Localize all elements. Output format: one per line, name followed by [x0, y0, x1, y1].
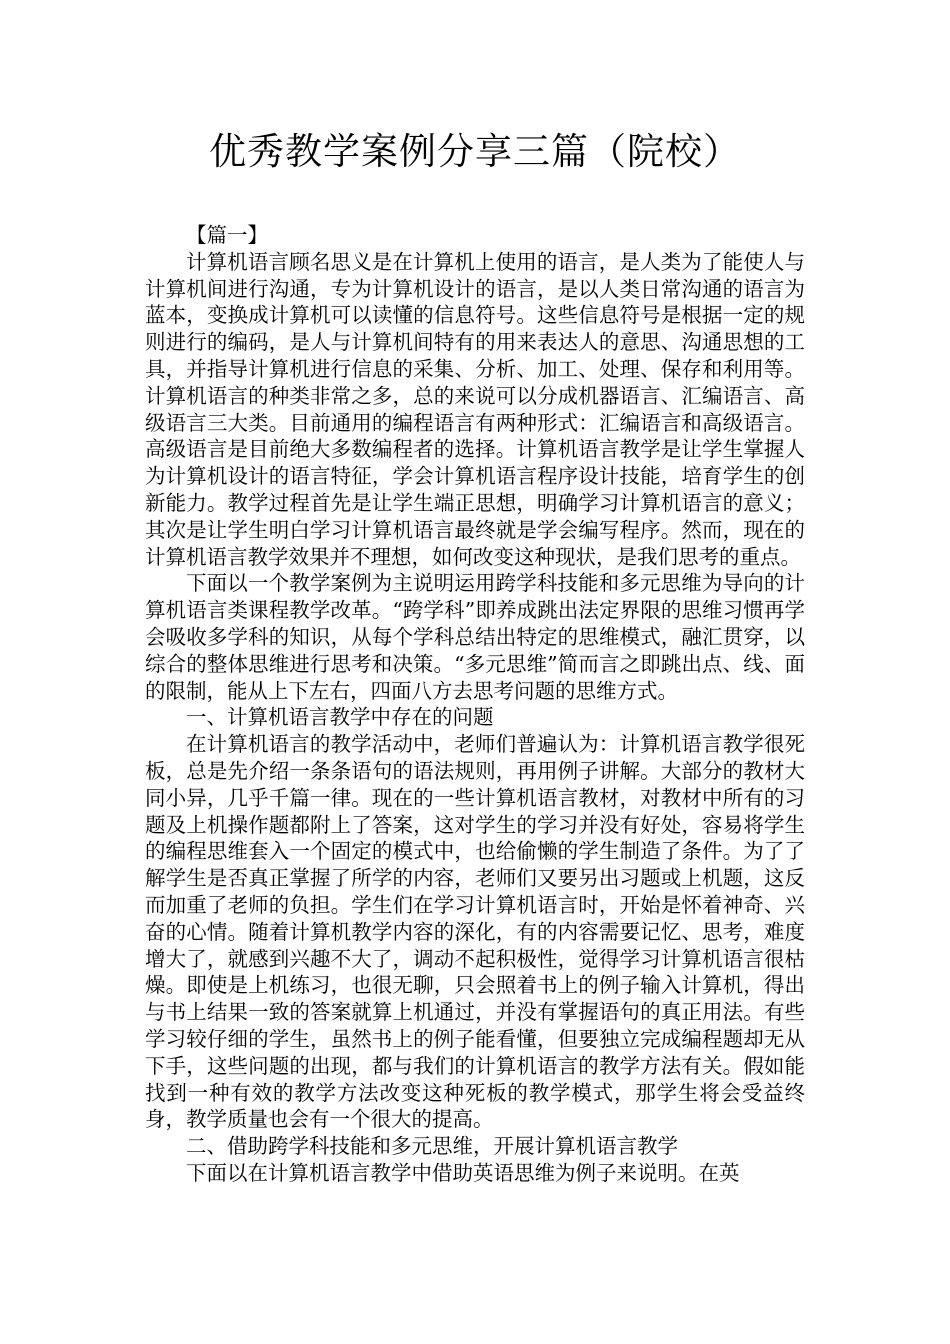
heading-approach: 二、借助跨学科技能和多元思维，开展计算机语言教学	[186, 1134, 678, 1159]
document-body	[145, 222, 805, 1187]
document-title: 优秀教学案例分享三篇（院校）	[209, 130, 741, 173]
paragraph-intro: 计算机语言顾名思义是在计算机上使用的语言，是人类为了能使人与计算机间进行沟通，专为计算机设计的语言，是以人类日常沟通的语言为蓝本，变换成计算机可以读懂的信息符号。这些信息符号是根据一定的规则进行的编码，是人与计算机间特有的用来表达人的意思、沟通思想的工具，并指导计算机进行信息的采集、分析、加工、处理、保存和利用等。计算机语言的种类非常之多，总的来说可以分成机器语言、汇编语言、高级语言三大类。目前通用的编程语言有两种形式：汇编语言和高级语言。高级语言是目前绝大多数编程者的选择。计算机语言教学是让学生掌握人为计算机设计的语言特征，学会计算机语言程序设计技能，培育学生的创新能力。教学过程首先是让学生端正思想，明确学习计算机语言的意义；其次是让学生明白学习计算机语言最终就是学会编写程序。然而，现在的计算机语言教学效果并不理想，如何改变这种现状，是我们思考的重点。	[145, 249, 805, 569]
paragraph-problems: 在计算机语言的教学活动中，老师们普遍认为：计算机语言教学很死板，总是先介绍一条条语句的语法规则，再用例子讲解。大部分的教材大同小异，几乎千篇一律。现在的一些计算机语言教材，对教材中所有的习题及上机操作题都附上了答案，这对学生的学习并没有好处，容易将学生的编程思维套入一个固定的模式中，也给偷懒的学生制造了条件。为了了解学生是否真正掌握了所学的内容，老师们又要另出习题或上机题，这反而加重了老师的负担。学生们在学习计算机语言时，开始是怀着神奇、兴奋的心情。随着计算机教学内容的深化，有的内容需要记忆、思考，难度增大了，就感到兴趣不大了，调动不起积极性，觉得学习计算机语言很枯燥。即使是上机练习，也很无聊，只会照着书上的例子输入计算机，得出与书上结果一致的答案就算上机通过，并没有掌握语句的真正用法。有些学习较仔细的学生，虽然书上的例子能看懂，但要独立完成编程题却无从下手，这些问题的出现，都与我们的计算机语言的教学方法有关。假如能找到一种有效的教学方法改变这种死板的教学模式，那学生将会受益终身，教学质量也会有一个很大的提高。	[145, 732, 805, 1132]
heading-problems: 一、计算机语言教学中存在的问题	[186, 705, 494, 730]
section-tag: 【篇一】	[186, 223, 268, 247]
paragraph-approach: 下面以在计算机语言教学中借助英语思维为例子来说明。在英	[186, 1160, 740, 1185]
paragraph-case-overview: 下面以一个教学案例为主说明运用跨学科技能和多元思维为导向的计算机语言类课程教学改革。“跨学科”即养成跳出法定界限的思维习惯再学会吸收多学科的知识，从每个学科总结出特定的思维模式，融汇贯穿，以综合的整体思维进行思考和决策。“多元思维”简而言之即跳出点、线、面的限制，能从上下左右，四面八方去思考问题的思维方式。	[145, 571, 805, 703]
